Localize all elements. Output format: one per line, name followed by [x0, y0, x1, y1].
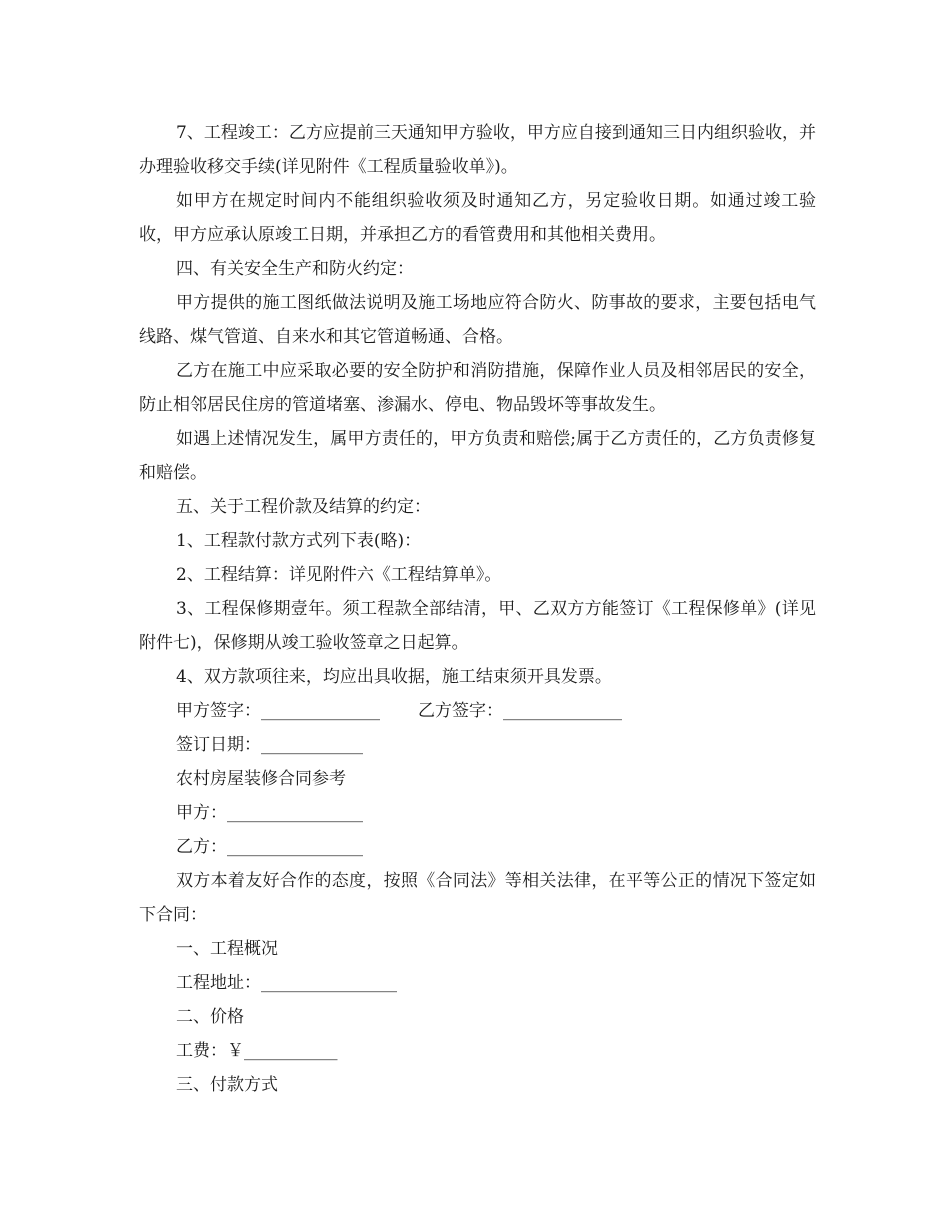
paragraph-settlement: 2、工程结算：详见附件六《工程结算单》。 — [176, 565, 502, 585]
paragraph-warranty: 3、工程保修期壹年。须工程款全部结清，甲、乙双方方能签订《工程保修单》(详见附件七)，保修期从竣工验收签章之日起算。 — [139, 599, 816, 653]
party-b-signature-blank: ______________ — [503, 701, 622, 721]
paragraph-site-requirements: 甲方提供的施工图纸做法说明及施工场地应符合防火、防事故的要求，主要包括电气线路、煤气管道、自来水和其它管道畅通、合格。 — [139, 293, 816, 347]
paragraph-completion: 7、工程竣工：乙方应提前三天通知甲方验收，甲方应自接到通知三日内组织验收，并办理验收移交手续(详见附件《工程质量验收单》)。 — [139, 123, 816, 177]
party-b-signature-label: 乙方签字： — [418, 701, 503, 721]
heading-price: 二、价格 — [176, 1007, 244, 1027]
party-b-line: 乙方：________________ — [176, 837, 363, 857]
heading-payment-settlement: 五、关于工程价款及结算的约定： — [176, 497, 431, 517]
project-address-line: 工程地址：________________ — [176, 973, 397, 993]
paragraph-acceptance-delay: 如甲方在规定时间内不能组织验收须及时通知乙方，另定验收日期。如通过竣工验收，甲方应承认原竣工日期，并承担乙方的看管费用和其他相关费用。 — [139, 191, 816, 245]
party-a-signature-blank: ______________ — [261, 701, 380, 721]
paragraph-receipts: 4、双方款项往来，均应出具收据，施工结束须开具发票。 — [176, 667, 612, 687]
heading-project-overview: 一、工程概况 — [176, 939, 278, 959]
party-b-signature — [418, 694, 622, 728]
sign-date-line: 签订日期：____________ — [176, 735, 363, 755]
document-body — [139, 116, 816, 1102]
party-a-line: 甲方：________________ — [176, 803, 363, 823]
party-a-signature — [176, 694, 380, 728]
labor-fee-line: 工费：￥___________ — [176, 1041, 338, 1061]
paragraph-liability: 如遇上述情况发生，属甲方责任的，甲方负责和赔偿;属于乙方责任的，乙方负责修复和赔偿。 — [139, 429, 816, 483]
paragraph-intro: 双方本着友好合作的态度，按照《合同法》等相关法律，在平等公正的情况下签定如下合同： — [139, 871, 816, 925]
paragraph-safety-measures: 乙方在施工中应采取必要的安全防护和消防措施，保障作业人员及相邻居民的安全，防止相邻居民住房的管道堵塞、渗漏水、停电、物品毁坏等事故发生。 — [139, 361, 816, 415]
paragraph-payment-method: 1、工程款付款方式列下表(略)： — [176, 531, 422, 551]
heading-payment-method: 三、付款方式 — [176, 1075, 278, 1095]
section-title-rural-contract: 农村房屋装修合同参考 — [176, 769, 346, 789]
signature-row — [139, 694, 816, 728]
party-a-signature-label: 甲方签字： — [176, 701, 261, 721]
heading-safety-fire: 四、有关安全生产和防火约定： — [176, 259, 414, 279]
